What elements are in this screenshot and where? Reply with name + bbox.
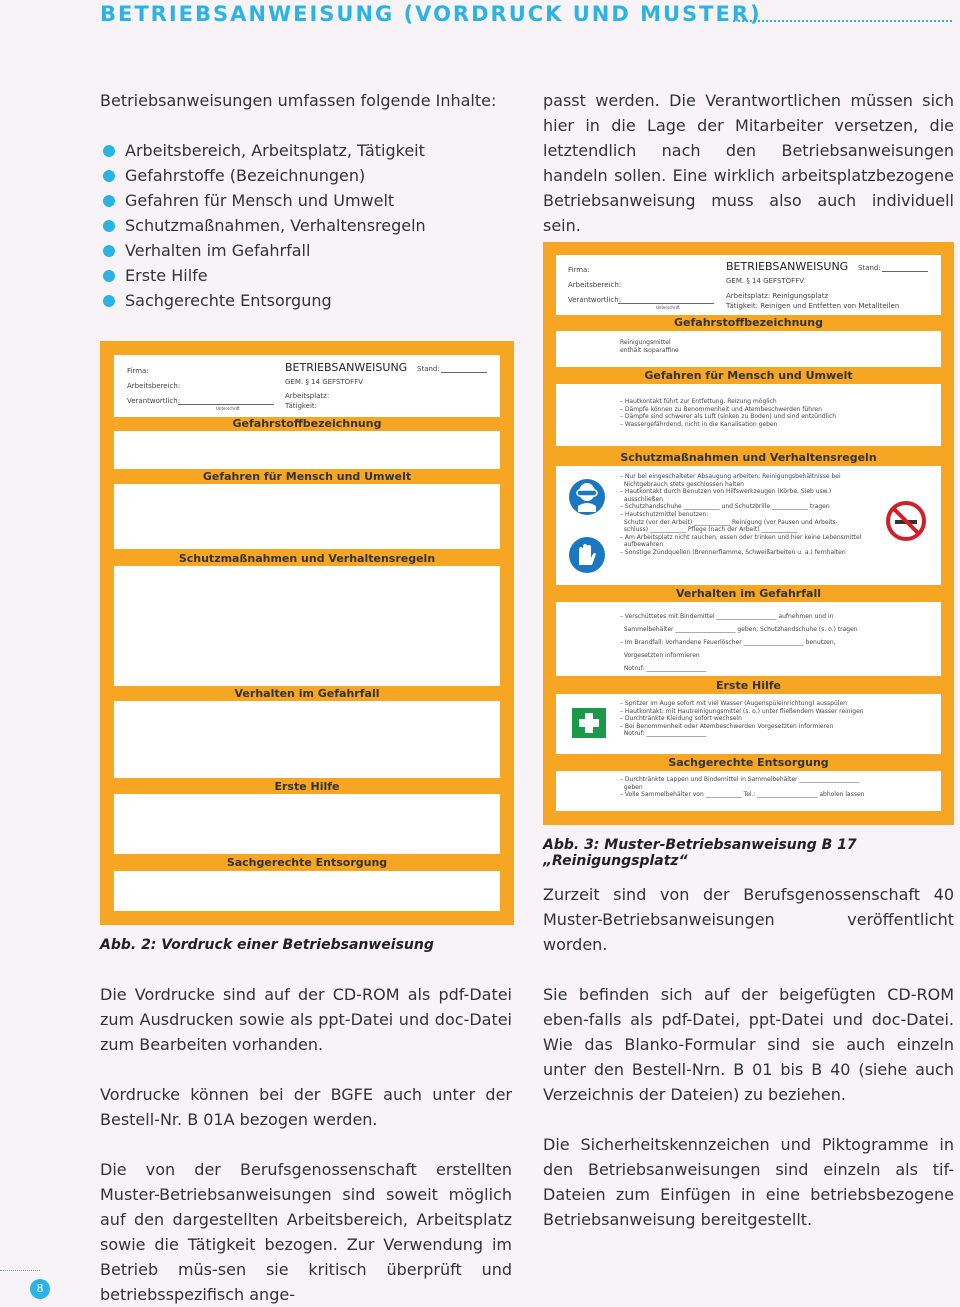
section-gefahren: Gefahren für Mensch und Umwelt <box>644 369 853 382</box>
field-gefahren <box>114 484 500 549</box>
list-item: Gefahren für Mensch und Umwelt <box>100 188 512 213</box>
bullet-icon <box>103 270 115 282</box>
field-gefahrfall <box>114 701 500 778</box>
page-title: BETRIEBSANWEISUNG (VORDRUCK UND MUSTER) <box>100 2 762 26</box>
paragraph: Die Vordrucke sind auf der CD-ROM als pdf-Datei zum Ausdrucken sowie als ppt-Datei und doc-Datei zum Bearbeiten vorhanden. <box>100 985 512 1054</box>
field-gefahrstoff <box>114 431 500 469</box>
first-aid-icon <box>572 708 606 742</box>
taetigkeit-label: Tätigkeit: <box>285 402 318 410</box>
arbeitsplatz-label: Arbeitsplatz: <box>285 392 330 400</box>
figure-2-caption: Abb. 2: Vordruck einer Betriebsanweisung <box>100 937 434 953</box>
paragraph: Vordrucke können bei der BGFE auch unter der Bestell-Nr. B 01A bezogen werden. <box>100 1085 512 1129</box>
sample-form-figure <box>543 242 954 825</box>
signature-label: Unterschrift <box>656 305 680 310</box>
form-title: BETRIEBSANWEISUNG <box>726 260 849 273</box>
regulation-label: GEM. § 14 GEFSTOFFV <box>726 277 805 285</box>
right-column-bottom <box>543 882 954 1232</box>
stand-label: Stand: <box>417 365 440 373</box>
bullet-icon <box>103 295 115 307</box>
section-entsorgung: Sachgerechte Entsorgung <box>226 856 388 869</box>
signature-line <box>618 303 714 304</box>
eye-protection-icon <box>568 478 606 520</box>
stand-line <box>441 372 487 373</box>
section-schutz: Schutzmaßnahmen und Verhaltensregeln <box>178 552 436 565</box>
section-gefahrfall: Verhalten im Gefahrfall <box>234 687 380 700</box>
signature-label: Unterschrift <box>216 406 240 411</box>
field-gefahren: – Hautkontakt führt zur Entfettung, Reizung möglich – Dämpfe können zu Benommenheit und Atembeschwerden führen – Dämpfe sind schwerer als Luft (sinken zu Boden) und sind entzündlich – Wassergefährdend, nicht in die Kanalisation geben <box>556 384 941 446</box>
arbeitsbereich-label: Arbeitsbereich: <box>568 281 622 289</box>
section-gefahrfall: Verhalten im Gefahrfall <box>676 587 821 600</box>
form-header-box <box>114 355 500 417</box>
field-gefahrfall: – Verschüttetes mit Bindemittel ____________________ aufnehmen und in Sammelbehälter ____________________ geben; Schutzhandschuhe (s. o.) tragen – Im Brandfall: Vorhandene Feuerlöscher ____________________ benutzen, Vorgesetzten informieren Notruf: ____________________ <box>556 602 941 676</box>
stand-label: Stand: <box>858 264 881 272</box>
firma-label: Firma: <box>127 367 149 375</box>
firma-label: Firma: <box>568 266 590 274</box>
paragraph: Die Sicherheitskennzeichen und Piktogramme in den Betriebsanweisungen sind einzeln als tif-Dateien zum Einfügen in eine betriebsbezogene Betriebsanweisung bereitgestellt. <box>543 1135 954 1229</box>
paragraph: passt werden. Die Verantwortlichen müssen sich hier in die Lage der Mitarbeiter versetzen, die letztendlich nach den Betriebsanweisungen handeln sollen. Eine wirklich arbeitsplatzbezogene Betriebsanweisung muss also auch individuell sein. <box>543 91 954 235</box>
intro-text: Betriebsanweisungen umfassen folgende Inhalte: <box>100 91 497 110</box>
right-column-top <box>543 88 954 238</box>
bullet-icon <box>103 145 115 157</box>
field-schutz: – Nur bei eingeschalteter Absaugung arbeiten; Reinigungsbehältnisse bei Nichtgebrauch stets geschlossen halten – Hautkontakt durch Benutzen von Hilfswerkzeugen (Körbe, Sieb usw.) ausschließen – Schutzhandschuhe ____________ und Schutzbrille ____________ tragen – Hautschutzmittel benutzen: Schutz (vor der Arbeit) ____________ Reinigung (vor Pausen und Arbeits- schluss) ____________ Pflege (nach der Arbeit) ____________ – Am Arbeitsplatz nicht rauchen, essen oder trinken und hier keine Lebensmittel aufbewahren – Sonstige Zündquellen (Brennerflamme, Schweißarbeiten u. a.) fernhalten <box>556 466 941 585</box>
paragraph: Die von der Berufsgenossenschaft erstellten Muster-Betriebsanweisungen sind soweit möglich auf den dargestellten Arbeitsbereich, Arbeitsplatz sowie die Tätigkeit bezogen. Zur Verwendung im Betrieb müs-sen sie kritisch überprüft und betriebsspezifisch ange- <box>100 1160 512 1304</box>
arbeitsbereich-label: Arbeitsbereich: <box>127 382 181 390</box>
footer-divider <box>0 1270 40 1271</box>
content-list <box>100 138 512 313</box>
signature-line <box>178 404 274 405</box>
verantwortlich-label: Verantwortlich: <box>127 397 181 405</box>
bullet-icon <box>103 170 115 182</box>
field-schutz <box>114 566 500 686</box>
list-item: Sachgerechte Entsorgung <box>100 288 512 313</box>
stand-line <box>882 271 928 272</box>
verantwortlich-label: Verantwortlich: <box>568 296 622 304</box>
header-divider <box>733 20 952 22</box>
figure-3-caption: Abb. 3: Muster-Betriebsanweisung B 17 „Reinigungsplatz“ <box>543 837 857 869</box>
section-erste-hilfe: Erste Hilfe <box>274 780 340 793</box>
field-erste-hilfe: – Spritzer im Auge sofort mit viel Wasser (Augenspüleinrichtung) ausspülen – Hautkontakt: mit Hautreinigungsmittel (s. o.) unter fließendem Wasser reinigen – Durchtränkte Kleidung sofort wechseln – Bei Benommenheit oder Atembeschwerden Vorgesetzten informieren Notruf: ____________________ <box>556 694 941 754</box>
list-item: Gefahrstoffe (Bezeichnungen) <box>100 163 512 188</box>
section-gefahrstoff: Gefahrstoffbezeichnung <box>232 417 382 430</box>
form-title: BETRIEBSANWEISUNG <box>285 361 408 374</box>
page-number: 8 <box>30 1279 50 1299</box>
bullet-icon <box>103 245 115 257</box>
section-entsorgung: Sachgerechte Entsorgung <box>668 756 829 769</box>
field-entsorgung <box>114 871 500 911</box>
field-entsorgung: – Durchtränkte Lappen und Bindemittel in Sammelbehälter ____________________ geben – Volle Sammelbehälter von ____________ Tel.: ____________________ abholen lassen <box>556 771 941 811</box>
gloves-icon <box>568 536 606 578</box>
taetigkeit-label: Tätigkeit: Reinigen und Entfetten von Metallteilen <box>726 302 900 310</box>
section-erste-hilfe: Erste Hilfe <box>715 679 782 692</box>
arbeitsplatz-label: Arbeitsplatz: Reinigungsplatz <box>726 292 829 300</box>
section-schutz: Schutzmaßnahmen und Verhaltensregeln <box>620 451 877 464</box>
section-gefahren: Gefahren für Mensch und Umwelt <box>202 470 412 483</box>
regulation-label: GEM. § 14 GEFSTOFFV <box>285 378 364 386</box>
page-header <box>100 2 952 28</box>
list-item: Erste Hilfe <box>100 263 512 288</box>
list-item: Schutzmaßnahmen, Verhaltensregeln <box>100 213 512 238</box>
bullet-icon <box>103 195 115 207</box>
field-erste-hilfe <box>114 794 500 854</box>
blank-form-figure <box>100 341 514 925</box>
list-item: Verhalten im Gefahrfall <box>100 238 512 263</box>
left-column-bottom <box>100 982 512 1307</box>
list-item: Arbeitsbereich, Arbeitsplatz, Tätigkeit <box>100 138 512 163</box>
paragraph: Zurzeit sind von der Berufsgenossenschaft 40 Muster-Betriebsanweisungen veröffentlicht worden. <box>543 885 954 954</box>
field-gefahrstoff: Reinigungsmittel enthält Isoparaffine <box>556 331 941 367</box>
bullet-icon <box>103 220 115 232</box>
left-column-top <box>100 88 512 313</box>
no-smoking-icon <box>885 500 927 546</box>
form-header-box <box>556 255 941 315</box>
paragraph: Sie befinden sich auf der beigefügten CD-ROM eben-falls als pdf-Datei, ppt-Datei und doc-Datei. Wie das Blanko-Formular sind sie auch einzeln unter den Bestell-Nrn. B 01 bis B 40 (siehe auch Verzeichnis der Dateien) zu beziehen. <box>543 985 954 1104</box>
section-gefahrstoff: Gefahrstoffbezeichnung <box>674 316 823 329</box>
